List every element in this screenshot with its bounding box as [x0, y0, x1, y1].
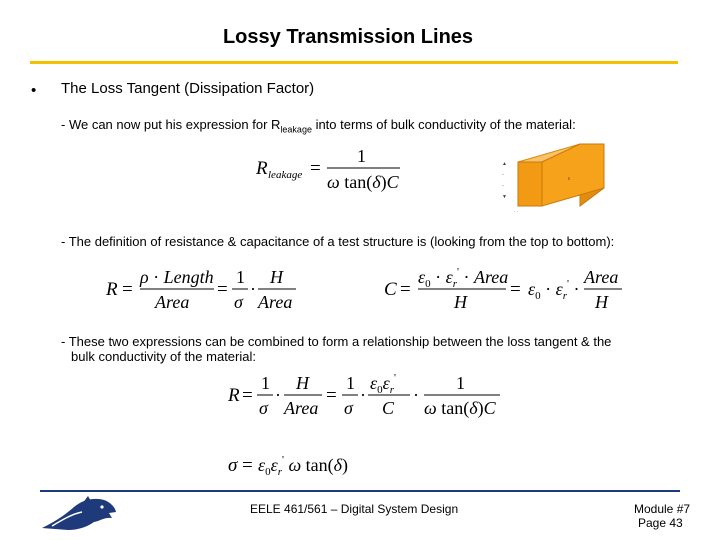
svg-text:ω tan(δ)C: ω tan(δ)C — [424, 398, 496, 418]
svg-text:·: · — [413, 385, 419, 405]
footer-module: Module #7 — [634, 502, 691, 516]
title-divider — [30, 61, 678, 64]
svg-text:-: - — [502, 172, 504, 178]
svg-text:· ·: · · — [514, 209, 519, 214]
svg-text:ε0εr': $\varepsilon_0\varepsilon_r'$ — [370, 372, 396, 396]
svg-text:=: = — [242, 455, 253, 476]
svg-text:Area: Area — [258, 292, 293, 312]
svg-text:=: = — [242, 385, 253, 406]
svg-text:H: H — [296, 373, 309, 393]
text-line-1-pre: - We can now put his expression for R — [61, 117, 281, 132]
text-line-3b: bulk conductivity of the material: — [71, 349, 256, 364]
svg-text:ρ · Length: ρ · Length — [140, 267, 214, 287]
svg-text:1: 1 — [261, 373, 270, 393]
equation-r-leakage — [250, 140, 420, 195]
svg-text:=: = — [217, 279, 228, 300]
svg-text:1: 1 — [346, 373, 355, 393]
svg-text:ω tan(δ)C: ω tan(δ)C — [327, 172, 399, 192]
svg-text:C: C — [382, 398, 395, 418]
svg-text:-: - — [502, 183, 504, 189]
bullet-heading: The Loss Tangent (Dissipation Factor) — [61, 80, 315, 97]
svg-text:C: C — [384, 279, 397, 300]
svg-text:1: 1 — [456, 373, 465, 393]
svg-text:1: 1 — [357, 146, 366, 166]
svg-text:ε0εr' ω tan(δ): $\varepsilon_0\varepsilon_r'$ ω tan(δ) — [258, 454, 349, 478]
svg-text:H: H — [454, 292, 467, 312]
svg-text:σ: σ — [344, 398, 353, 418]
svg-text:=: = — [326, 385, 337, 406]
text-line-3a: - These two expressions can be combined to form a relationship between the loss tangent & the — [61, 334, 612, 349]
equation-capacitance — [380, 262, 630, 318]
svg-text:H: H — [595, 292, 608, 312]
footer-page: Page 43 — [638, 516, 683, 530]
svg-text:R: R — [106, 279, 118, 300]
dielectric-block-figure — [496, 140, 608, 214]
svg-text:Area: Area — [155, 292, 190, 312]
slide-title: Lossy Transmission Lines — [222, 26, 474, 48]
footer-divider — [40, 490, 680, 492]
svg-text:Area: Area — [284, 398, 319, 418]
svg-text:▼: ▼ — [502, 194, 507, 200]
svg-text:R: R — [228, 385, 240, 406]
svg-text:σ: σ — [234, 292, 243, 312]
text-line-1-post: into terms of bulk conductivity of the material: — [311, 117, 576, 132]
footer-course: EELE 461/561 – Digital System Design — [250, 502, 459, 516]
bobcat-logo-icon — [38, 494, 120, 534]
text-line-1 — [61, 117, 576, 135]
equation-resistance — [100, 262, 310, 318]
svg-text:=: = — [310, 158, 321, 179]
svg-text:·: · — [250, 279, 256, 299]
svg-text:▲: ▲ — [502, 161, 507, 167]
svg-text:R: R — [256, 158, 268, 179]
svg-text:Area: Area — [584, 267, 619, 287]
svg-text:·: · — [275, 385, 281, 405]
text-line-2: - The definition of resistance & capacitance of a test structure is (looking from the top to bottom): — [61, 234, 615, 249]
svg-text:ε0 · εr' · Area: $\varepsilon_0 \cdot \varepsilon_r'$ · Area — [418, 266, 509, 290]
svg-text:=: = — [510, 279, 521, 300]
bullet-marker: • — [31, 82, 37, 99]
svg-text:ε0 · εr' ·: $\varepsilon_0 \cdot \varepsilon_r'$ · — [528, 278, 580, 302]
svg-text:σ: σ — [259, 398, 268, 418]
text-line-1-subscript: leakage — [280, 124, 312, 135]
svg-text:1: 1 — [236, 267, 245, 287]
svg-text:H: H — [270, 267, 283, 287]
svg-text:ε: ε — [568, 176, 571, 182]
equation-conductivity — [224, 450, 374, 480]
svg-text:leakage: leakage — [268, 169, 303, 181]
equation-combined — [224, 368, 514, 424]
svg-text:=: = — [400, 279, 411, 300]
svg-text:·: · — [360, 385, 366, 405]
svg-text:σ: σ — [228, 455, 238, 476]
svg-text:=: = — [122, 279, 133, 300]
